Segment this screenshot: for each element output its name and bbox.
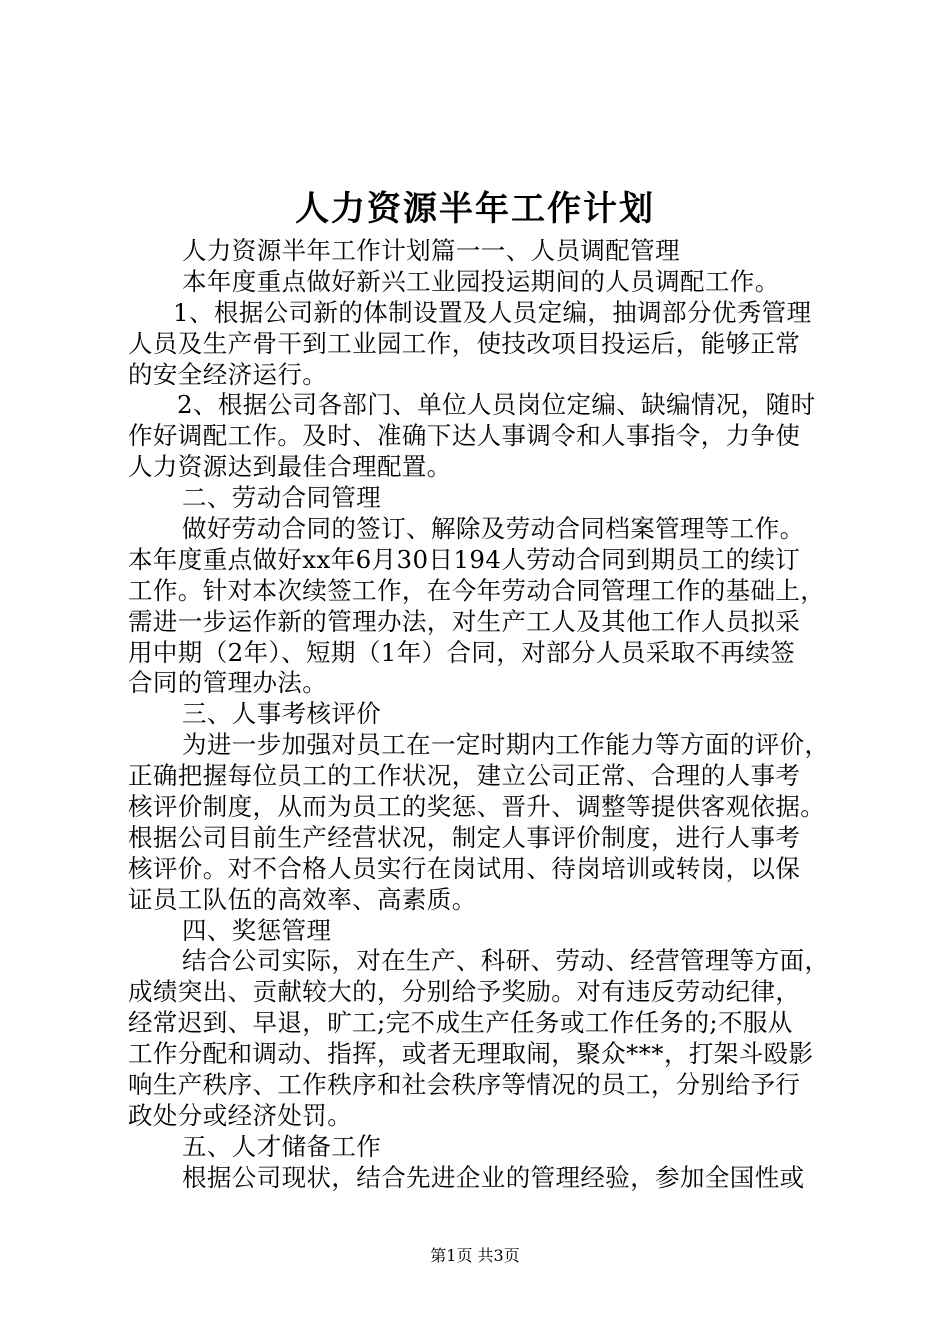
text-line: 响生产秩序、工作秩序和社会秩序等情况的员工，分别给予行 bbox=[128, 1070, 801, 1100]
text-line: 证员工队伍的高效率、高素质。 bbox=[128, 884, 477, 914]
text-line: 经常迟到、早退，旷工;完不成生产任务或工作任务的;不服从 bbox=[128, 1008, 793, 1038]
text-line: 工作分配和调动、指挥，或者无理取闹，聚众***，打架斗殴影 bbox=[128, 1039, 814, 1069]
section-heading: 四、奖惩管理 bbox=[182, 915, 332, 945]
text-line: 根据公司现状，结合先进企业的管理经验，参加全国性或 bbox=[182, 1162, 805, 1192]
text-line: 核评价制度，从而为员工的奖惩、晋升、调整等提供客观依据。 bbox=[128, 792, 826, 822]
text-line: 成绩突出、贡献较大的，分别给予奖励。对有违反劳动纪律， bbox=[128, 977, 801, 1007]
text-line: 1、根据公司新的体制设置及人员定编，抽调部分优秀管理 bbox=[173, 297, 812, 327]
section-heading: 五、人才储备工作 bbox=[182, 1131, 382, 1161]
document-body bbox=[128, 236, 833, 1194]
text-line: 正确把握每位员工的工作状况，建立公司正常、合理的人事考 bbox=[128, 761, 801, 791]
text-line: 作好调配工作。及时、准确下达人事调令和人事指令，力争使 bbox=[128, 421, 801, 451]
text-line: 2、根据公司各部门、单位人员岗位定编、缺编情况，随时 bbox=[177, 390, 816, 420]
text-line: 根据公司目前生产经营状况，制定人事评价制度，进行人事考 bbox=[128, 822, 801, 852]
text-line: 人力资源达到最佳合理配置。 bbox=[128, 452, 452, 482]
text-line: 核评价。对不合格人员实行在岗试用、待岗培训或转岗，以保 bbox=[128, 853, 801, 883]
page-footer: 第1页 共3页 bbox=[430, 1246, 520, 1265]
section-heading: 三、人事考核评价 bbox=[182, 699, 382, 729]
text-line: 用中期（2年）、短期（1年）合同，对部分人员采取不再续签 bbox=[128, 637, 796, 667]
text-line: 本年度重点做好xx年6月30日194人劳动合同到期员工的续订 bbox=[128, 544, 801, 574]
text-line: 人力资源半年工作计划篇一一、人员调配管理 bbox=[182, 236, 680, 265]
text-line: 做好劳动合同的签订、解除及劳动合同档案管理等工作。 bbox=[182, 514, 805, 544]
page-title: 人力资源半年工作计划 bbox=[295, 189, 655, 229]
text-line: 本年度重点做好新兴工业园投运期间的人员调配工作。 bbox=[182, 266, 780, 296]
section-heading: 二、劳动合同管理 bbox=[182, 483, 382, 513]
text-line: 合同的管理办法。 bbox=[128, 668, 328, 698]
text-line: 工作。针对本次续签工作，在今年劳动合同管理工作的基础上， bbox=[128, 575, 826, 605]
text-line: 的安全经济运行。 bbox=[128, 359, 328, 389]
text-line: 结合公司实际，对在生产、科研、劳动、经营管理等方面， bbox=[182, 946, 830, 976]
text-line: 需进一步运作新的管理办法，对生产工人及其他工作人员拟采 bbox=[128, 606, 801, 636]
text-line: 政处分或经济处罚。 bbox=[128, 1100, 353, 1130]
text-line: 为进一步加强对员工在一定时期内工作能力等方面的评价， bbox=[182, 730, 830, 760]
text-line: 人员及生产骨干到工业园工作，使技改项目投运后，能够正常 bbox=[128, 328, 801, 358]
